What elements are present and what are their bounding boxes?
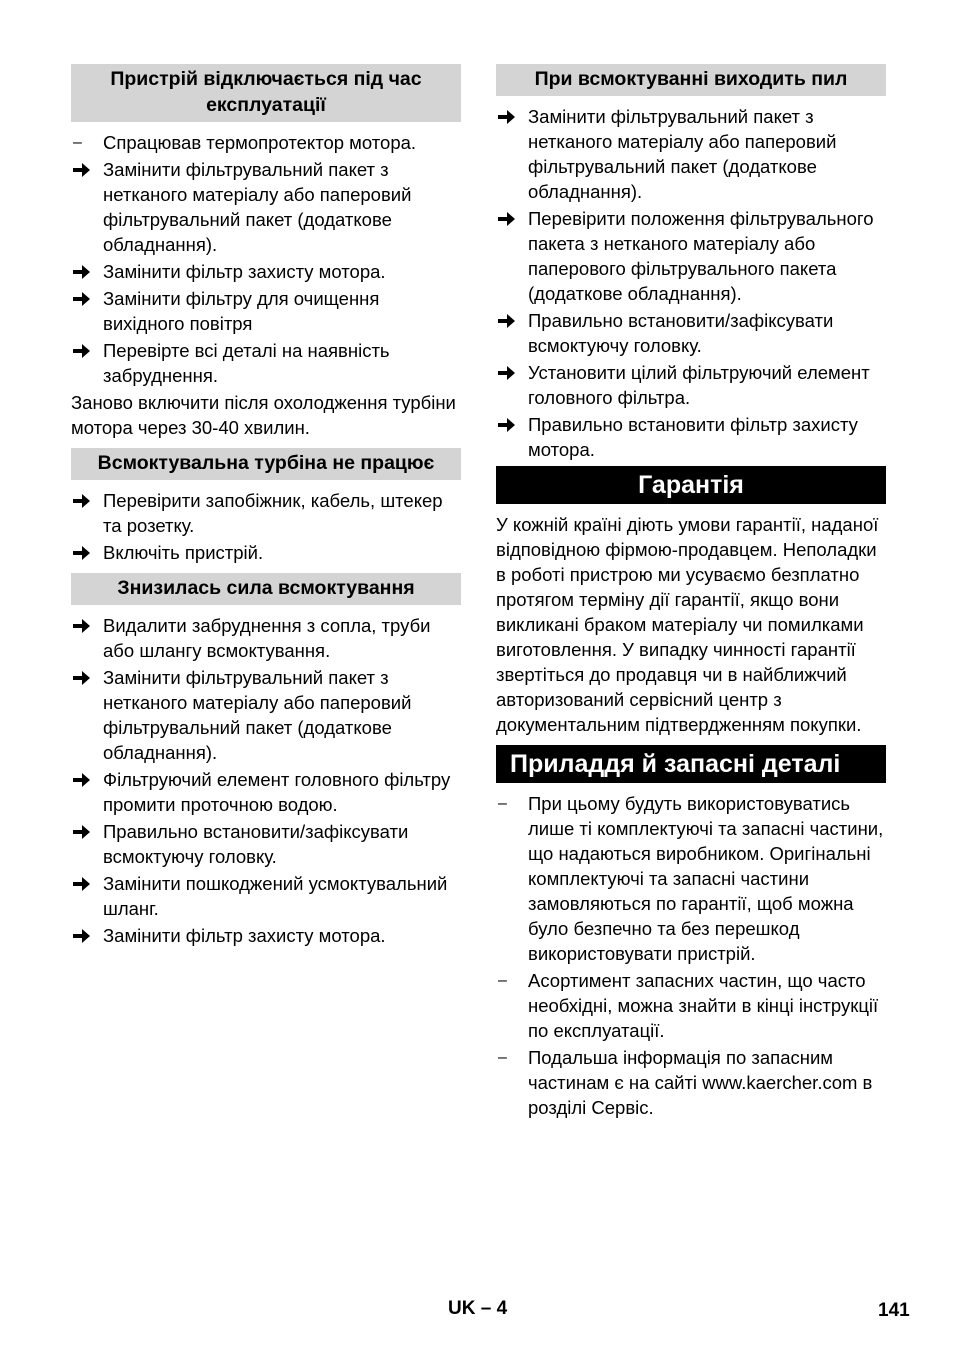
list-item-text: Правильно встановити/зафіксувати всмоктуючу головку. [528, 310, 834, 356]
list-item-text: Спрацював термопротектор мотора. [103, 132, 417, 153]
list-item-text: Замінити фільтру для очищення вихідного повітря [103, 288, 380, 334]
list-item-text: Перевірити запобіжник, кабель, штекер та розетку. [103, 490, 443, 536]
section-heading-suction-reduced: Знизилась сила всмоктування [71, 573, 461, 605]
arrow-right-icon [73, 613, 99, 634]
list-item-text: Правильно встановити фільтр захисту мотора. [528, 414, 858, 460]
list-item-text: Установити цілий фільтруючий елемент головного фільтра. [528, 362, 870, 408]
section-list [496, 791, 886, 1120]
list-item [71, 338, 461, 388]
list-item [496, 360, 886, 410]
list-item-text: Правильно встановити/зафіксувати всмоктуючу головку. [103, 821, 409, 867]
list-item-text: Замінити фільтрувальний пакет з нетканого матеріалу або паперовий фільтрувальний пакет (додаткове обладнання). [103, 667, 412, 763]
arrow-right-icon [73, 488, 99, 509]
dash-bullet: – [498, 972, 507, 989]
left-column [71, 64, 461, 950]
list-item [71, 613, 461, 663]
list-item [71, 923, 461, 948]
section-heading-device-shuts-off: Пристрій відключається під час експлуатації [71, 64, 461, 122]
arrow-right-icon [498, 206, 524, 227]
list-item-text: Фільтруючий елемент головного фільтру промити проточною водою. [103, 769, 451, 815]
arrow-right-icon [73, 665, 99, 686]
list-item [71, 286, 461, 336]
section-list [71, 130, 461, 388]
warranty-text: У кожній країні діють умови гарантії, наданої відповідною фірмою-продавцем. Неполадки в роботі пристрою ми усуваємо безплатно протягом терміну дії гарантії, якщо вони викликані браком матеріалу чи помилками виготовлення. У випадку чинності гарантії звертіться до продавця чи в найближчий авторизований сервісний центр з документальним підтвердженням покупки. [496, 514, 879, 735]
list-item [71, 871, 461, 921]
right-column [496, 64, 886, 1122]
section-list [71, 488, 461, 565]
list-item-text: Замінити фільтр захисту мотора. [103, 925, 386, 946]
list-item-text: Подальша інформація по запасним частинам є на сайті www.kaercher.com в розділі Сервіс. [528, 1047, 873, 1118]
section-heading-dust-escapes: При всмоктуванні виходить пил [496, 64, 886, 96]
arrow-right-icon [498, 412, 524, 433]
dash-bullet: – [498, 1049, 507, 1066]
list-item [496, 791, 886, 966]
list-item [71, 540, 461, 565]
list-item-text: Перевірити положення фільтрувального пакета з нетканого матеріалу або паперового фільтрувального пакета (додаткове обладнання). [528, 208, 874, 304]
arrow-right-icon [73, 286, 99, 307]
arrow-right-icon [73, 259, 99, 280]
list-item [71, 819, 461, 869]
list-item [71, 259, 461, 284]
arrow-right-icon [73, 338, 99, 359]
dash-bullet: – [73, 134, 82, 151]
heading-accessories-spare-parts: Приладдя й запасні деталі [496, 745, 886, 783]
list-item [496, 1045, 886, 1120]
list-item-text: Асортимент запасних частин, що часто необхідні, можна знайти в кінці інструкції по експлуатації. [528, 970, 879, 1041]
footer-section-label: UK – 4 [448, 1298, 508, 1319]
list-item [496, 308, 886, 358]
dash-bullet: – [498, 795, 507, 812]
section-list [496, 104, 886, 462]
list-item [496, 412, 886, 462]
section-list [71, 613, 461, 948]
list-item-text: Замінити пошкоджений усмоктувальний шланг. [103, 873, 448, 919]
list-item [71, 130, 461, 155]
arrow-right-icon [73, 767, 99, 788]
list-item [71, 157, 461, 257]
list-item-text: Замінити фільтрувальний пакет з нетканого матеріалу або паперовий фільтрувальний пакет (додаткове обладнання). [528, 106, 837, 202]
list-item [71, 767, 461, 817]
heading-warranty: Гарантія [496, 466, 886, 504]
page-number: 141 [878, 1300, 910, 1321]
arrow-right-icon [498, 360, 524, 381]
list-item [496, 206, 886, 306]
list-item-text: Видалити забруднення з сопла, труби або шлангу всмоктування. [103, 615, 431, 661]
list-item [496, 968, 886, 1043]
list-item [496, 104, 886, 204]
list-item-text: Перевірте всі деталі на наявність забруднення. [103, 340, 390, 386]
arrow-right-icon [498, 308, 524, 329]
list-item [71, 488, 461, 538]
arrow-right-icon [498, 104, 524, 125]
restart-note: Заново включити після охолодження турбіни мотора через 30-40 хвилин. [71, 392, 456, 438]
list-item [71, 665, 461, 765]
arrow-right-icon [73, 923, 99, 944]
list-item-text: Замінити фільтр захисту мотора. [103, 261, 386, 282]
list-item-text: При цьому будуть використовуватись лише ті комплектуючі та запасні частини, що надаються виробником. Оригінальні комплектуючі та запасні частини замовляються по гарантії, щоб можна було безпечно та без перешкод використовувати пристрій. [528, 793, 884, 964]
arrow-right-icon [73, 871, 99, 892]
list-item-text: Замінити фільтрувальний пакет з нетканого матеріалу або паперовий фільтрувальний пакет (додаткове обладнання). [103, 159, 412, 255]
arrow-right-icon [73, 157, 99, 178]
section-heading-turbine-not-working: Всмоктувальна турбіна не працює [71, 448, 461, 480]
arrow-right-icon [73, 540, 99, 561]
arrow-right-icon [73, 819, 99, 840]
list-item-text: Включіть пристрій. [103, 542, 264, 563]
